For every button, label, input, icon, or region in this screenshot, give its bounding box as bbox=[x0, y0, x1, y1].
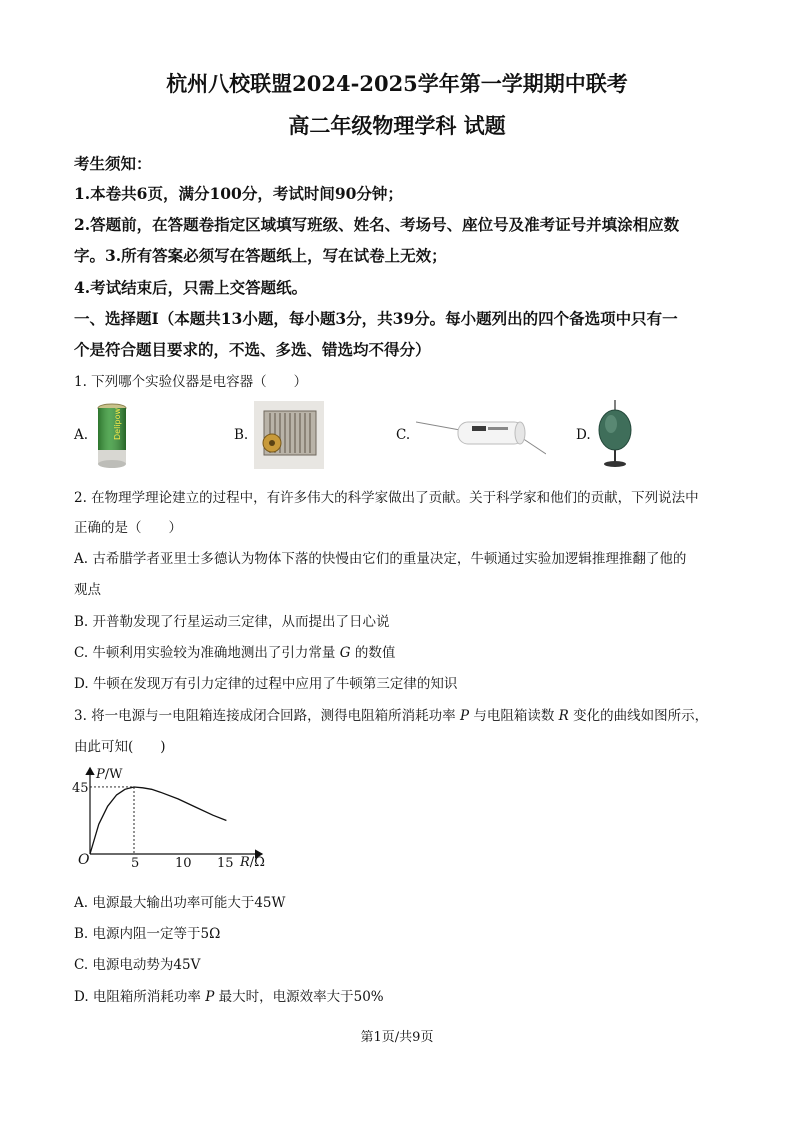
exam-subtitle: 高二年级物理学科 试题 bbox=[288, 113, 506, 138]
notice-heading: 考生须知： bbox=[74, 154, 152, 173]
notice-line-2: 2.答题前，在答题卷指定区域填写班级、姓名、考场号、座位号及准考证号并填涂相应数 bbox=[74, 215, 680, 234]
page-number: 第1页/共9页 bbox=[360, 1030, 434, 1045]
q3-stem-line-1: 3. 将一电源与一电阻箱连接成闭合回路，测得电阻箱所消耗功率 P 与电阻箱读数 R 变化的曲线如图所示， bbox=[74, 708, 709, 724]
q2-stem-line-1: 2. 在物理学理论建立的过程中，有许多伟大的科学家做出了贡献。关于科学家和他们的贡献，下列说法中 bbox=[74, 490, 699, 506]
q2-stem-line-2: 正确的是（ ） bbox=[74, 520, 182, 536]
q1-option-b-label: B. bbox=[234, 427, 249, 443]
y-tick-45: 45 bbox=[72, 781, 89, 796]
q2-option-d: D. 牛顿在发现万有引力定律的过程中应用了牛顿第三定律的知识 bbox=[74, 676, 458, 692]
q3-option-d: D. 电阻箱所消耗功率 P 最大时，电源效率大于50% bbox=[74, 989, 384, 1005]
notice-line-1: 1.本卷共6页，满分100分，考试时间90分钟； bbox=[74, 184, 403, 203]
variable-capacitor-image bbox=[254, 401, 324, 469]
exam-title: 杭州八校联盟2024-2025学年第一学期期中联考 bbox=[166, 71, 628, 96]
q2-option-c: C. 牛顿利用实验较为准确地测出了引力常量 G 的数值 bbox=[74, 645, 396, 661]
battery-image bbox=[92, 400, 132, 470]
x-tick-5: 5 bbox=[131, 856, 140, 871]
electroscope-image bbox=[595, 400, 635, 470]
section-heading-line-2: 个是符合题目要求的，不选、多选、错选均不得分） bbox=[74, 340, 431, 359]
x-tick-10: 10 bbox=[175, 856, 192, 871]
q3-option-b: B. 电源内阻一定等于5Ω bbox=[74, 926, 221, 942]
section-heading-line-1: 一、选择题Ⅰ（本题共13小题，每小题3分，共39分。每小题列出的四个备选项中只有一 bbox=[74, 309, 678, 328]
power-curve bbox=[90, 787, 226, 854]
battery-brand-text: Delipow bbox=[113, 407, 122, 440]
y-axis-label: P/W bbox=[96, 767, 123, 782]
notice-line-4: 4.考试结束后，只需上交答题纸。 bbox=[74, 278, 308, 297]
q3-stem-line-2: 由此可知( ) bbox=[74, 739, 166, 755]
q2-option-a-line-1: A. 古希腊学者亚里士多德认为物体下落的快慢由它们的重量决定，牛顿通过实验加逻辑推理推翻了他的 bbox=[74, 551, 687, 567]
q2-option-b: B. 开普勒发现了行星运动三定律，从而提出了日心说 bbox=[74, 614, 390, 630]
q2-option-a-line-2: 观点 bbox=[74, 582, 101, 598]
q1-option-d-label: D. bbox=[576, 427, 591, 443]
notice-line-3: 字。3.所有答案必须写在答题纸上，写在试卷上无效； bbox=[74, 246, 447, 265]
film-capacitor-image bbox=[416, 410, 546, 460]
q3-option-a: A. 电源最大输出功率可能大于45W bbox=[74, 895, 286, 911]
q1-option-a-label: A. bbox=[74, 427, 89, 443]
x-tick-15: 15 bbox=[217, 856, 234, 871]
q3-option-c: C. 电源电动势为45V bbox=[74, 957, 201, 973]
q1-option-c-label: C. bbox=[396, 427, 411, 443]
origin-label: O bbox=[78, 852, 90, 868]
x-axis-label: R/Ω bbox=[240, 855, 265, 870]
q1-stem: 1. 下列哪个实验仪器是电容器（ ） bbox=[74, 374, 308, 390]
